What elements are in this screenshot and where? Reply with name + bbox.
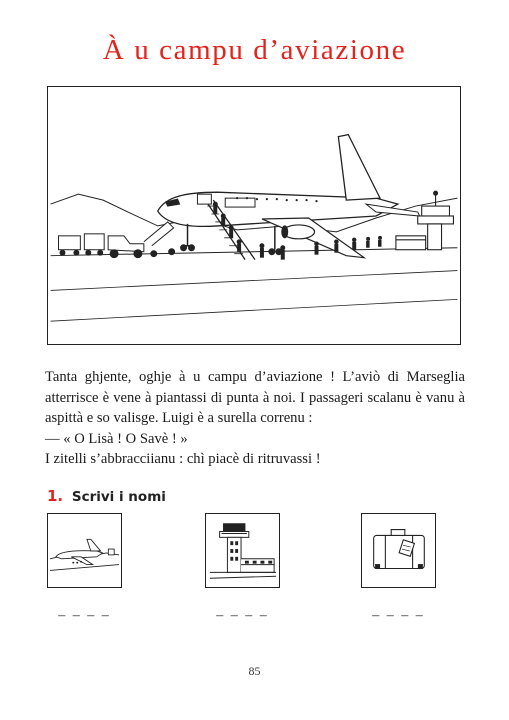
story-dialogue: — « O Lisà ! O Savè ! » [45, 430, 188, 447]
control-tower-icon [205, 513, 280, 588]
airplane-icon [47, 513, 122, 588]
story-closing: I zitelli s’abbracciianu : chì piacè di ritruvassi ! [45, 451, 321, 467]
suitcase-icon [361, 513, 436, 588]
exercise-instruction: Scrivi i nomi [71, 489, 166, 505]
exercise-heading [47, 487, 166, 505]
answer-blank-3[interactable]: – – – – [372, 608, 425, 623]
answer-blank-1[interactable]: – – – – [58, 608, 111, 623]
page-number: 85 [248, 664, 261, 678]
exercise-number: 1. [47, 487, 64, 505]
story-text [45, 367, 465, 470]
answer-blank-2[interactable]: – – – – [216, 608, 269, 623]
page-title: À u campu d’aviazione [102, 34, 407, 66]
story-paragraph: Tanta ghjente, oghje à u campu d’aviazione ! L’aviò di Marseglia atterrisce è vene à piantassi di punta à noi. I passageri scalanu è vanu à aspittà e so valisge. Luigi è a surella correnu : [45, 369, 465, 426]
airport-illustration [47, 86, 461, 345]
